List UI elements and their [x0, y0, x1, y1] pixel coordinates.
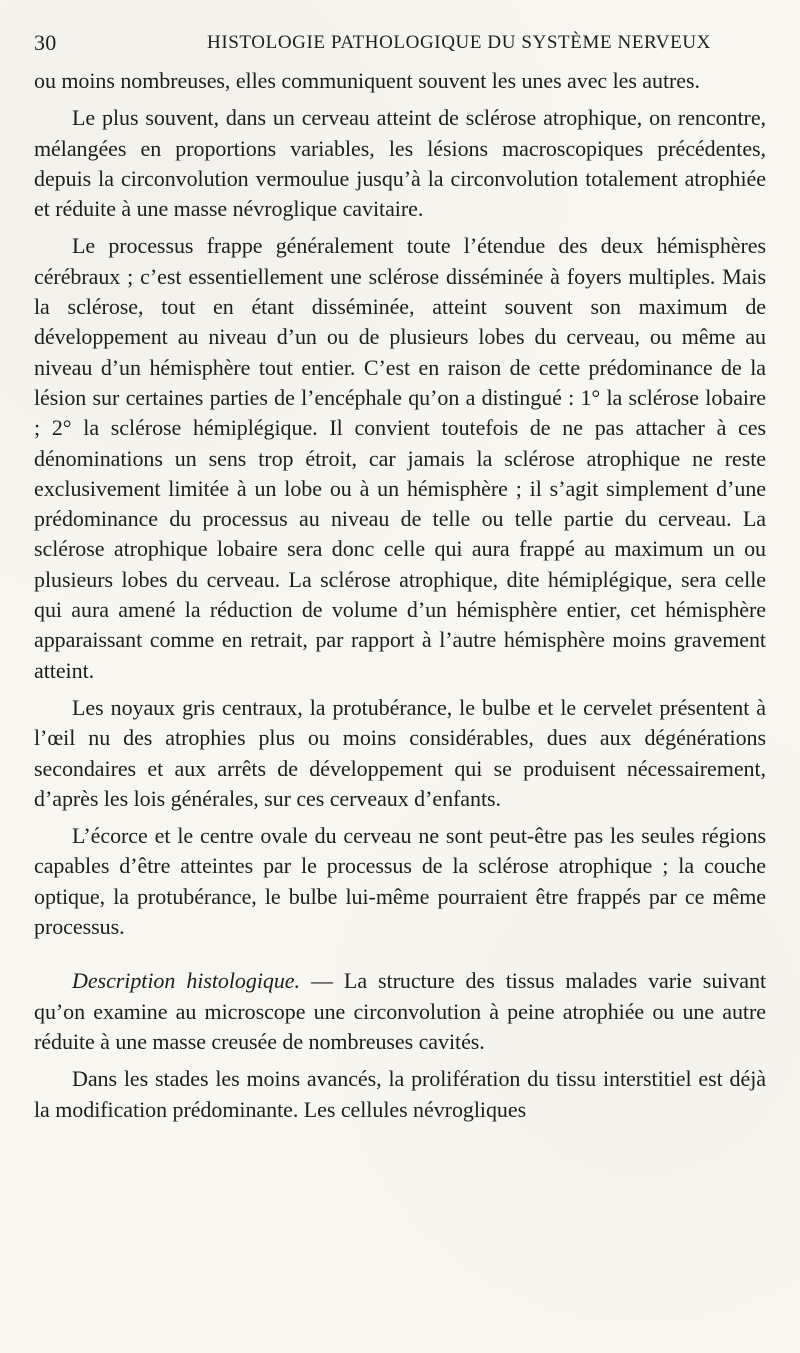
page-body: [34, 66, 766, 1125]
page-header: [34, 28, 766, 58]
section-gap: [34, 949, 766, 966]
paragraph-histological-description: [34, 966, 766, 1057]
paragraph-early-stages: Dans les stades les moins avancés, la prolifération du tissu interstitiel est déjà la modification prédominante. Les cellules névrogliques: [34, 1066, 766, 1122]
histological-description-text: — La structure des tissus malades varie suivant qu’on examine au microscope une circonvolution à peine atrophiée ou une autre réduite à une masse creusée de nombreuses cavités.: [34, 968, 767, 1054]
paragraph-continuation: ou moins nombreuses, elles communiquent souvent les unes avec les autres.: [34, 68, 700, 93]
histological-description-lead: Description histologique.: [72, 968, 300, 994]
paragraph-central-nuclei: Les noyaux gris centraux, la protubérance, le bulbe et le cervelet présentent à l’œil nu des atrophies plus ou moins considérables, dues aux dégénérations secondaires et aux arrêts de développement qui se produisent nécessairement, d’après les lois générales, sur ces cerveaux d’enfants.: [34, 694, 766, 811]
running-title: HISTOLOGIE PATHOLOGIQUE DU SYSTÈME NERVEUX: [207, 32, 711, 53]
page-number: 30: [34, 30, 57, 55]
paragraph-affected-regions: L’écorce et le centre ovale du cerveau ne sont peut-être pas les seules régions capables d’être atteintes par le processus de la sclérose atrophique ; la couche optique, la protubérance, le bulbe lui-même pourraient être frappés par ce même processus.: [34, 823, 766, 940]
paragraph-process-distribution: Le processus frappe généralement toute l’étendue des deux hémisphères cérébraux ; c’est essentiellement une sclérose disséminée à foyers multiples. Mais la sclérose, tout en étant disséminée, atteint souvent son maximum de développement au niveau d’un ou de plusieurs lobes du cerveau, ou même au niveau d’un hémisphère tout entier. C’est en raison de cette prédominance de la lésion sur certaines parties de l’encéphale qu’on a distingué : 1° la sclérose lobaire ; 2° la sclérose hémiplégique. Il convient toutefois de ne pas attacher à ces dénominations un sens trop étroit, car jamais la sclérose atrophique ne reste exclusivement limitée à un lobe ou à un hémisphère ; il s’agit simplement d’une prédominance du processus au niveau de telle ou telle partie du cerveau. La sclérose atrophique lobaire sera donc celle qui aura frappé au maximum un ou plusieurs lobes du cerveau. La sclérose atrophique, dite hémiplégique, sera celle qui aura amené la réduction de volume d’un hémisphère entier, cet hémisphère apparaissant comme en retrait, par rapport à l’autre hémisphère moins gravement atteint.: [34, 233, 766, 683]
paragraph-atrophic-lesions: Le plus souvent, dans un cerveau atteint de sclérose atrophique, on rencontre, mélangées en proportions variables, les lésions macroscopiques précédentes, depuis la circonvolution vermoulue jusqu’à la circonvolution totalement atrophiée et réduite à une masse névroglique cavitaire.: [34, 105, 766, 222]
